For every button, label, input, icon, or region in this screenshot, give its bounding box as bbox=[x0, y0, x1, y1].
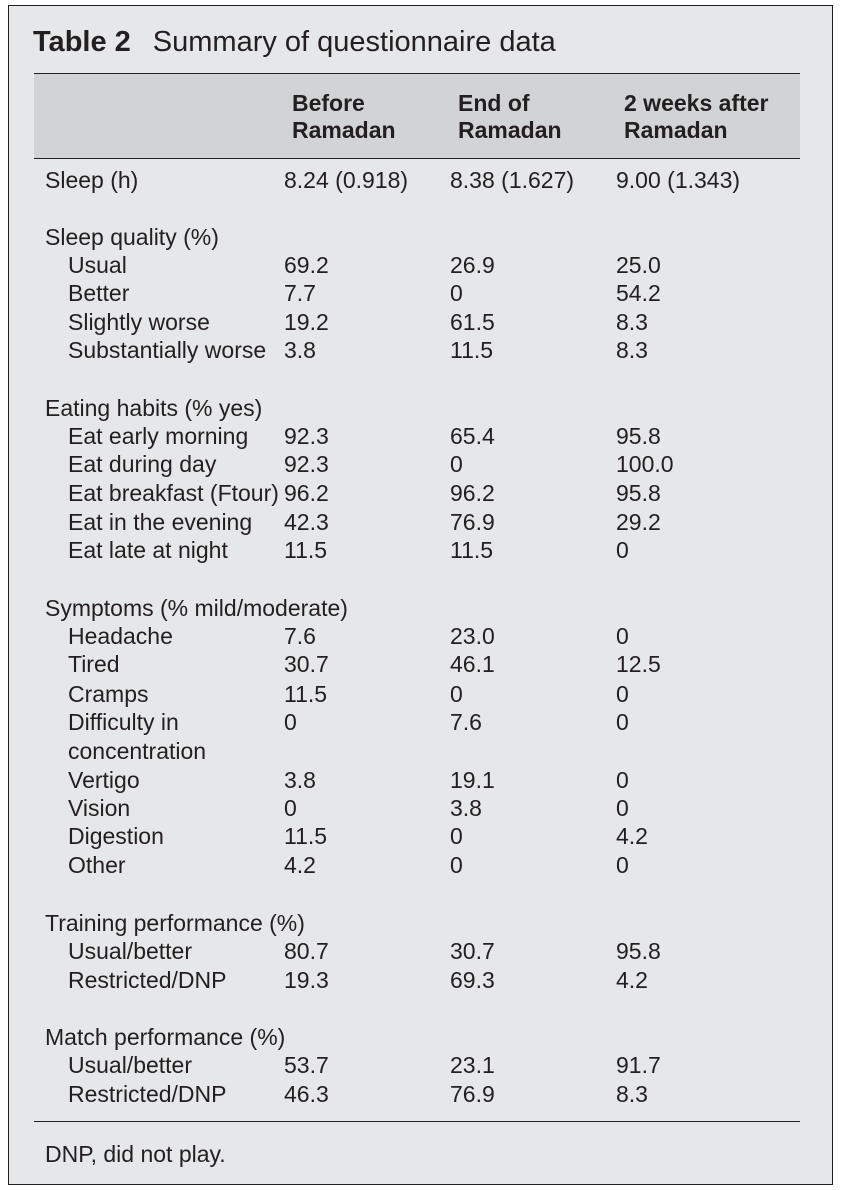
value-before-ramadan: 42.3 bbox=[284, 509, 329, 535]
table-row bbox=[0, 622, 820, 651]
value-2-weeks-after: 95.8 bbox=[616, 423, 661, 449]
value-before-ramadan: 46.3 bbox=[284, 1081, 329, 1107]
value-end-of-ramadan: 0 bbox=[450, 280, 463, 306]
value-end-of-ramadan: 0 bbox=[450, 823, 463, 849]
value-end-of-ramadan: 19.1 bbox=[450, 767, 495, 793]
table-section-row bbox=[0, 394, 820, 423]
value-2-weeks-after: 0 bbox=[616, 537, 629, 563]
table-row bbox=[0, 1051, 820, 1080]
row-label: Match performance (%) bbox=[45, 1024, 286, 1050]
column-header-after: 2 weeks after Ramadan bbox=[624, 90, 769, 143]
value-2-weeks-after: 25.0 bbox=[616, 252, 661, 278]
value-end-of-ramadan: 8.38 (1.627) bbox=[450, 167, 575, 193]
row-label: Eat during day bbox=[68, 451, 217, 477]
value-2-weeks-after: 8.3 bbox=[616, 309, 648, 335]
row-label: Eat early morning bbox=[68, 423, 249, 449]
value-2-weeks-after: 0 bbox=[616, 709, 629, 735]
value-2-weeks-after: 91.7 bbox=[616, 1052, 661, 1078]
value-before-ramadan: 0 bbox=[284, 709, 297, 735]
row-label: Difficulty in bbox=[68, 709, 179, 735]
row-label: Eat in the evening bbox=[68, 509, 253, 535]
table-row bbox=[0, 1080, 820, 1109]
table-row bbox=[0, 794, 820, 823]
value-before-ramadan: 96.2 bbox=[284, 480, 329, 506]
table-label: Table 2 bbox=[33, 26, 131, 58]
value-before-ramadan: 30.7 bbox=[284, 651, 329, 677]
table-section-row bbox=[0, 909, 820, 938]
row-label: Vision bbox=[68, 795, 131, 821]
value-end-of-ramadan: 23.0 bbox=[450, 623, 495, 649]
row-label: Substantially worse bbox=[68, 337, 267, 363]
table-row bbox=[0, 479, 820, 508]
value-2-weeks-after: 8.3 bbox=[616, 337, 648, 363]
row-label: Symptoms (% mild/moderate) bbox=[45, 595, 348, 621]
bottom-rule bbox=[34, 1121, 800, 1122]
value-before-ramadan: 11.5 bbox=[284, 823, 328, 849]
value-2-weeks-after: 95.8 bbox=[616, 480, 661, 506]
row-label: Usual/better bbox=[68, 938, 193, 964]
table-title bbox=[33, 26, 556, 59]
row-label: Vertigo bbox=[68, 767, 140, 793]
row-label: Usual/better bbox=[68, 1052, 193, 1078]
table-section-row bbox=[0, 166, 820, 195]
value-end-of-ramadan: 23.1 bbox=[450, 1052, 495, 1078]
value-2-weeks-after: 0 bbox=[616, 681, 629, 707]
value-2-weeks-after: 95.8 bbox=[616, 938, 661, 964]
row-label: Eat breakfast (Ftour) bbox=[68, 480, 279, 506]
table-row bbox=[0, 708, 820, 737]
value-end-of-ramadan: 96.2 bbox=[450, 480, 495, 506]
value-end-of-ramadan: 76.9 bbox=[450, 509, 495, 535]
value-before-ramadan: 3.8 bbox=[284, 767, 316, 793]
value-2-weeks-after: 4.2 bbox=[616, 967, 648, 993]
row-label: Restricted/DNP bbox=[68, 967, 227, 993]
value-end-of-ramadan: 0 bbox=[450, 852, 463, 878]
table-row bbox=[0, 680, 820, 709]
value-end-of-ramadan: 11.5 bbox=[450, 337, 494, 363]
row-label: Other bbox=[68, 852, 126, 878]
value-before-ramadan: 92.3 bbox=[284, 451, 329, 477]
table-row bbox=[0, 737, 820, 766]
row-label: Tired bbox=[68, 651, 120, 677]
value-2-weeks-after: 0 bbox=[616, 852, 629, 878]
value-before-ramadan: 69.2 bbox=[284, 252, 329, 278]
row-label: concentration bbox=[68, 738, 207, 764]
value-before-ramadan: 19.3 bbox=[284, 967, 329, 993]
row-label: Eating habits (% yes) bbox=[45, 395, 263, 421]
value-end-of-ramadan: 69.3 bbox=[450, 967, 495, 993]
value-before-ramadan: 11.5 bbox=[284, 681, 328, 707]
table-row bbox=[0, 279, 820, 308]
header-rule bbox=[34, 158, 800, 159]
value-2-weeks-after: 8.3 bbox=[616, 1081, 648, 1107]
value-before-ramadan: 92.3 bbox=[284, 423, 329, 449]
table-row bbox=[0, 851, 820, 880]
value-end-of-ramadan: 7.6 bbox=[450, 709, 482, 735]
footnote: DNP, did not play. bbox=[45, 1141, 226, 1167]
value-before-ramadan: 7.6 bbox=[284, 623, 316, 649]
table-section-row bbox=[0, 594, 820, 623]
table-row bbox=[0, 251, 820, 280]
value-before-ramadan: 11.5 bbox=[284, 537, 328, 563]
table-row bbox=[0, 450, 820, 479]
value-end-of-ramadan: 30.7 bbox=[450, 938, 495, 964]
value-end-of-ramadan: 76.9 bbox=[450, 1081, 495, 1107]
value-end-of-ramadan: 3.8 bbox=[450, 795, 482, 821]
value-before-ramadan: 8.24 (0.918) bbox=[284, 167, 409, 193]
value-end-of-ramadan: 26.9 bbox=[450, 252, 495, 278]
table-caption: Summary of questionnaire data bbox=[152, 26, 556, 58]
table-section-row bbox=[0, 1023, 820, 1052]
value-before-ramadan: 19.2 bbox=[284, 309, 329, 335]
value-before-ramadan: 80.7 bbox=[284, 938, 329, 964]
table-row bbox=[0, 822, 820, 851]
row-label: Sleep (h) bbox=[45, 167, 139, 193]
value-2-weeks-after: 0 bbox=[616, 795, 629, 821]
value-end-of-ramadan: 61.5 bbox=[450, 309, 495, 335]
table-row bbox=[0, 336, 820, 365]
value-before-ramadan: 3.8 bbox=[284, 337, 316, 363]
value-2-weeks-after: 0 bbox=[616, 623, 629, 649]
column-header-end: End of Ramadan bbox=[458, 90, 562, 143]
value-2-weeks-after: 4.2 bbox=[616, 823, 648, 849]
table-row bbox=[0, 650, 820, 679]
value-end-of-ramadan: 65.4 bbox=[450, 423, 495, 449]
value-end-of-ramadan: 0 bbox=[450, 681, 463, 707]
value-2-weeks-after: 0 bbox=[616, 767, 629, 793]
value-end-of-ramadan: 46.1 bbox=[450, 651, 495, 677]
column-header-before: Before Ramadan bbox=[292, 90, 396, 143]
table-row bbox=[0, 966, 820, 995]
value-before-ramadan: 53.7 bbox=[284, 1052, 329, 1078]
row-label: Usual bbox=[68, 252, 127, 278]
row-label: Cramps bbox=[68, 681, 149, 707]
row-label: Better bbox=[68, 280, 130, 306]
table-row bbox=[0, 422, 820, 451]
value-2-weeks-after: 54.2 bbox=[616, 280, 661, 306]
value-end-of-ramadan: 0 bbox=[450, 451, 463, 477]
table-row bbox=[0, 766, 820, 795]
value-2-weeks-after: 100.0 bbox=[616, 451, 674, 477]
table-row bbox=[0, 508, 820, 537]
row-label: Slightly worse bbox=[68, 309, 210, 335]
value-2-weeks-after: 12.5 bbox=[616, 651, 661, 677]
row-label: Headache bbox=[68, 623, 173, 649]
value-2-weeks-after: 29.2 bbox=[616, 509, 661, 535]
value-before-ramadan: 7.7 bbox=[284, 280, 316, 306]
table-row bbox=[0, 937, 820, 966]
row-label: Digestion bbox=[68, 823, 164, 849]
value-2-weeks-after: 9.00 (1.343) bbox=[616, 167, 741, 193]
table-row bbox=[0, 308, 820, 337]
table-row bbox=[0, 536, 820, 565]
row-label: Restricted/DNP bbox=[68, 1081, 227, 1107]
row-label: Sleep quality (%) bbox=[45, 224, 219, 250]
row-label: Eat late at night bbox=[68, 537, 228, 563]
table-section-row bbox=[0, 223, 820, 252]
value-before-ramadan: 0 bbox=[284, 795, 297, 821]
value-before-ramadan: 4.2 bbox=[284, 852, 316, 878]
row-label: Training performance (%) bbox=[45, 910, 305, 936]
value-end-of-ramadan: 11.5 bbox=[450, 537, 494, 563]
